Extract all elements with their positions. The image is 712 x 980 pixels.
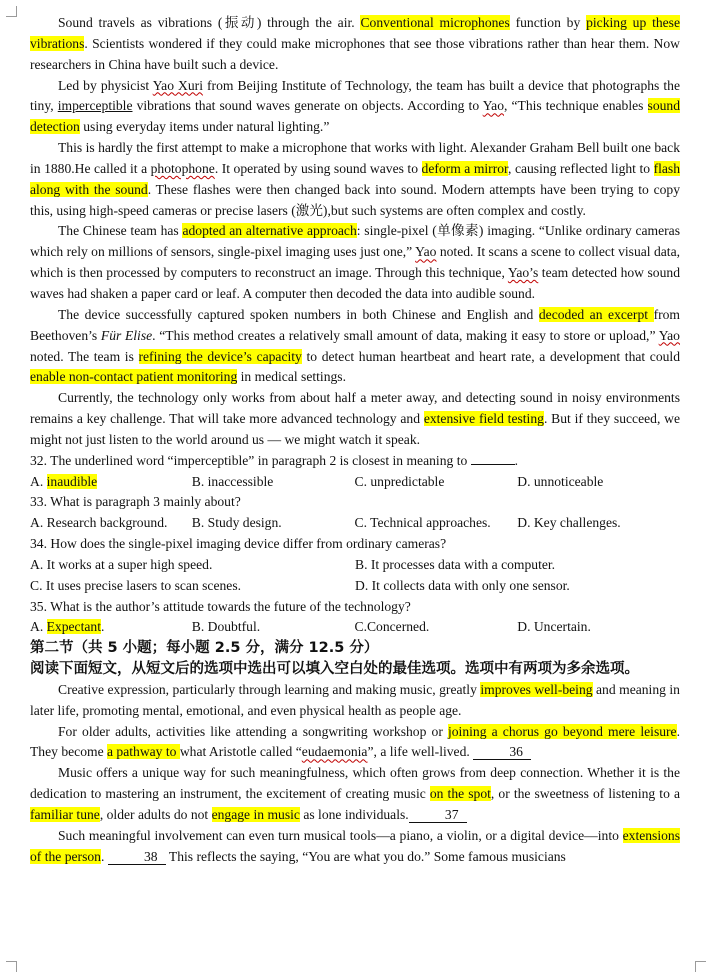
passage-paragraph-1 — [30, 13, 680, 76]
text: . — [514, 452, 519, 468]
option-d: D. Uncertain. — [517, 619, 591, 635]
text: . These flashes were then changed back into sound. Modern attempts have been trying to copy this, using high-speed cameras or precise lasers (激光),but such systems are often complex and costly. — [30, 181, 681, 218]
text: This reflects the saying, “You are what you do.” Some famous musicians — [165, 848, 566, 864]
text: to detect human heartbeat and heart rate, a development that could — [301, 348, 681, 364]
text: Currently, the technology only works from about half a meter away, and detecting sound in noisy environments remains a key challenge. That will take more advanced technology and — [30, 390, 680, 427]
question-34-options-row-2 — [30, 576, 680, 597]
text: This is hardly the first attempt to make a microphone that works with light. Alexander Graham Bell built one back in 1880.He called it a — [30, 140, 680, 176]
text: in medical settings. — [237, 369, 346, 385]
option-c: C. unpredictable — [354, 473, 445, 489]
highlight: inaudible — [46, 473, 98, 489]
passage2-paragraph-1 — [30, 680, 680, 722]
text: , older adults do not — [99, 806, 212, 822]
spellcheck-word: Yao — [482, 98, 504, 114]
text: vibrations that sound waves generate on objects. According to — [132, 98, 483, 114]
option-a: A. Research background. — [30, 515, 168, 531]
passage2-paragraph-4 — [30, 826, 680, 868]
highlight: Expectant — [46, 619, 101, 635]
option-b: B. inaccessible — [191, 473, 274, 489]
text: . “This method creates a relatively small amount of data, making it easy to store or upload,” — [152, 327, 659, 343]
question-33-stem: 33. What is paragraph 3 mainly about? — [30, 494, 241, 510]
question-32-stem — [30, 451, 680, 472]
question-35-stem: 35. What is the author’s attitude towards the future of the technology? — [30, 598, 411, 614]
highlight: familiar tune — [30, 806, 100, 822]
spellcheck-word: Yao — [658, 327, 680, 343]
underlined-word: imperceptible — [57, 98, 133, 114]
option-b: B. It processes data with a computer. — [355, 556, 556, 572]
highlight: picking up these vibrations — [30, 15, 681, 51]
option-c: C.Concerned. — [354, 619, 430, 635]
option-d: D. unnoticeable — [517, 473, 604, 489]
text: as lone individuals. — [299, 806, 409, 822]
text: Sound travels as vibrations (振动) through the air. — [58, 15, 361, 30]
text: from Beethoven’s — [30, 306, 681, 343]
highlight: improves well-being — [480, 681, 593, 697]
option-c: C. It uses precise lasers to scan scenes. — [30, 577, 242, 593]
text: from Beijing Institute of Technology, the team has built a device that photographs the tiny, — [30, 77, 681, 114]
text: . — [100, 619, 105, 635]
highlight: decoded an excerpt — [538, 306, 654, 322]
text: . Scientists wondered if they could make microphones that see those vibrations rather than hear them. Now researchers in China have built such a device. — [30, 35, 680, 72]
text: . They become — [30, 723, 680, 760]
option-a — [30, 472, 192, 493]
spellcheck-word: Yao — [415, 244, 437, 260]
page-corner-mark-top-left — [6, 6, 17, 17]
text: A. — [30, 619, 47, 635]
passage-paragraph-2 — [30, 76, 680, 139]
text: . — [100, 848, 108, 864]
passage-paragraph-5 — [30, 305, 680, 388]
highlight: deform a mirror — [421, 160, 509, 176]
question-33-options — [30, 513, 680, 534]
text: , “This technique enables — [504, 98, 648, 114]
highlight: refining the device’s capacity — [138, 348, 302, 364]
text: noted. It scans a scene to collect visual data, which is then processed by computers to reconstruct an image. Through this technique, — [30, 244, 681, 281]
option-b: B. Doubtful. — [191, 619, 261, 635]
highlight: adopted an alternative approach — [182, 223, 357, 239]
spellcheck-word: photophone — [150, 160, 215, 176]
text: using everyday items under natural lighting.” — [79, 119, 330, 135]
italic-title: Für Elise — [100, 327, 153, 343]
highlight: engage in music — [211, 806, 300, 822]
answer-blank-38: 38 — [108, 850, 166, 865]
text: Creative expression, particularly through learning and making music, greatly — [58, 681, 481, 697]
option-a: A. It works at a super high speed. — [30, 556, 213, 572]
text: The device successfully captured spoken numbers in both Chinese and English and — [58, 306, 539, 322]
document-page — [30, 13, 680, 868]
answer-blank-37: 37 — [409, 808, 467, 823]
passage2-paragraph-3 — [30, 763, 680, 826]
text: 32. The underlined word “imperceptible” in paragraph 2 is closest in meaning to — [30, 452, 471, 468]
passage-paragraph-6 — [30, 388, 680, 451]
section-2-instruction: 阅读下面短文，从短文后的选项中选出可以填入空白处的最佳选项。选项中有两项为多余选项。 — [30, 661, 639, 678]
question-35-options — [30, 617, 680, 638]
spellcheck-word: Yao’s — [507, 265, 539, 281]
highlight: a pathway to — [107, 744, 180, 760]
text: Led by physicist — [58, 77, 153, 93]
text: , causing reflected light to — [508, 160, 654, 176]
text: ”, a life well-lived. — [367, 744, 474, 760]
highlight: Conventional microphones — [360, 15, 510, 30]
text: A. — [30, 473, 47, 489]
option-a — [30, 617, 192, 638]
text: what Aristotle called “ — [179, 744, 302, 760]
text: : single-pixel (单像素) imaging. “Unlike ordinary cameras which rely on millions of sensors, single-pixel imaging uses just one,” — [30, 223, 681, 260]
text: , or the sweetness of listening to a — [490, 786, 680, 802]
text: Such meaningful involvement can even turn musical tools—a piano, a violin, or a digital device—into — [58, 827, 623, 843]
option-d: D. Key challenges. — [517, 515, 621, 531]
question-32-options — [30, 472, 680, 493]
option-d: D. It collects data with only one sensor. — [355, 577, 570, 593]
highlight: enable non-contact patient monitoring — [30, 369, 238, 385]
page-corner-mark-bottom-left — [6, 961, 17, 972]
highlight: joining a chorus go beyond mere leisure — [447, 723, 677, 739]
highlight: on the spot — [429, 786, 491, 802]
text: The Chinese team has — [58, 223, 183, 239]
section-2-heading: 第二节（共 5 小题；每小题 2.5 分，满分 12.5 分） — [30, 640, 379, 657]
text: . But if they succeed, we might not just listen to the world around us — we might watch it speak. — [30, 411, 680, 447]
text: and meaning in later life, promoting mental, emotional, and even physical health as people age. — [30, 681, 680, 718]
text: For older adults, activities like attending a songwriting workshop or — [58, 723, 448, 739]
text: Music offers a unique way for such meaningfulness, which often grows from deep connection. Whether it is the dedication to mastering an instrument, the excitement of creating music — [30, 765, 680, 802]
answer-blank-36: 36 — [473, 745, 531, 760]
highlight: flash along with the sound — [30, 160, 681, 197]
passage2-paragraph-2 — [30, 722, 680, 764]
page-corner-mark-bottom-right — [695, 961, 706, 972]
text: function by — [509, 15, 587, 30]
question-34-stem: 34. How does the single-pixel imaging device differ from ordinary cameras? — [30, 536, 447, 552]
spellcheck-word: Yao Xuri — [152, 77, 203, 93]
highlight: extensions of the person — [30, 827, 680, 864]
text: team detected how sound waves had shaken a paper card or leaf. A computer then decoded the data into audible sound. — [30, 265, 680, 301]
highlight: extensive field testing — [423, 411, 544, 427]
spellcheck-word: eudaemonia — [301, 744, 368, 760]
option-b: B. Study design. — [191, 515, 282, 531]
option-c: C. Technical approaches. — [354, 515, 491, 531]
passage-paragraph-3 — [30, 138, 680, 221]
text: noted. The team is — [30, 348, 139, 364]
highlight: sound detection — [30, 98, 681, 135]
question-34-options-row-1 — [30, 555, 680, 576]
answer-blank — [471, 464, 515, 465]
passage-paragraph-4 — [30, 221, 680, 304]
text: . It operated by using sound waves to — [214, 160, 422, 176]
